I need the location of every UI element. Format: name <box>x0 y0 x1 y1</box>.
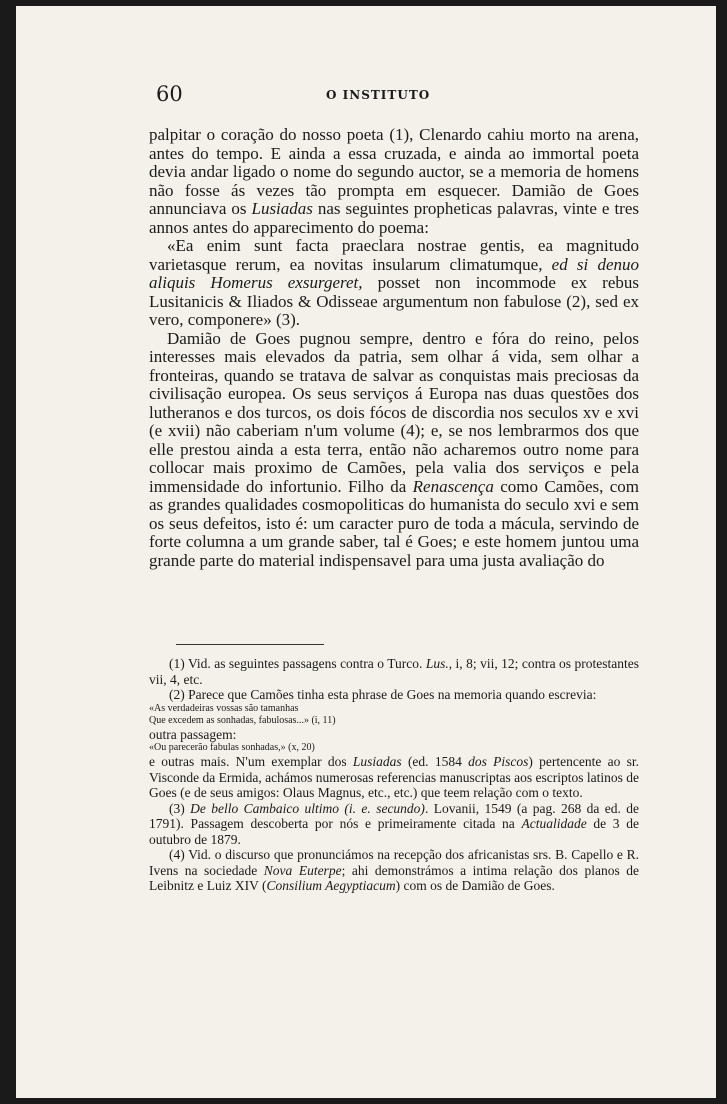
footnote-2: (2) Parece que Camões tinha esta phrase de Goes na memoria quando escrevia: <box>169 687 597 702</box>
text-run: palpitar o coração do nosso poeta (1), Clenardo cahiu morto na arena, antes do tempo. E ainda a essa cruzada, e ainda ao immortal poeta devia andar ligado o nome do segundo auctor, se a memoria de homens não fosse ás vezes tão prompta em esquecer. Damião de Goes annunciava os <box>149 125 639 218</box>
paragraph-2 <box>149 237 639 330</box>
footnote-3 <box>149 801 639 848</box>
footnote-1 <box>149 656 639 687</box>
book-page <box>16 6 716 1098</box>
italic-run: ed si denuo aliquis Homerus exsurgeret, <box>149 254 639 292</box>
text-run: e outras mais. N'um exemplar dos <box>149 754 353 769</box>
verse-quote-2 <box>149 742 639 754</box>
footnote-2-continuation: outra passagem: <box>149 726 237 742</box>
footnote-rule <box>176 644 324 645</box>
footnotes <box>149 656 639 894</box>
text-run: como Camões, com as grandes qualidades cosmopoliticas do humanista do seculo xvi e sem os seus defeitos, isto é: um caracter puro de toda a mácula, servindo de forte columna a um grande saber, tal é Goes; e este homem juntou uma grande parte do material indispensavel para uma justa avaliação do <box>149 476 639 570</box>
italic-run: Consilium Aegyptiacum <box>266 878 396 893</box>
italic-run: Lus. <box>425 656 449 671</box>
text-run: (4) Vid. o discurso que pronunciámos na recepção dos africanistas srs. B. Capello e R. Ivens na sociedade <box>149 847 639 878</box>
body-text <box>149 126 639 570</box>
italic-run: Renascença <box>412 476 494 496</box>
text-run: (1) Vid. as seguintes passagens contra o Turco. <box>169 656 426 671</box>
text-run: . Lovanii, 1549 (a pag. 268 da ed. de 1791). Passagem descoberta por nós e primeiramente citada na <box>149 800 639 831</box>
page-number: 60 <box>156 82 183 106</box>
italic-run: Nova Euterpe <box>263 862 342 878</box>
text-run: nas seguintes propheticas palavras, vinte e tres annos antes do apparecimento do poema: <box>149 199 639 237</box>
text-run: (3) <box>169 800 191 816</box>
italic-run: Lusiadas <box>251 199 313 218</box>
italic-run: dos Piscos <box>468 754 529 769</box>
paragraph-1 <box>149 126 639 237</box>
verse-line: «As verdadeiras vossas são tamanhas <box>149 702 299 714</box>
verse-line: «Ou parecerão fabulas sonhadas,» (x, 20) <box>149 742 315 753</box>
text-run: ) com os de Damião de Goes. <box>395 878 555 893</box>
text-run: de 3 de outubro de 1879. <box>149 816 639 847</box>
verse-line: Que excedem as sonhadas, fabulosas...» (i, 11) <box>149 714 336 726</box>
paragraph-3 <box>149 330 639 571</box>
text-run: «Ea enim sunt facta praeclara nostrae gentis, ea magnitudo varietasque rerum, ea novitas insularum climatumque, <box>149 236 639 274</box>
text-run: Damião de Goes pugnou sempre, dentro e fóra do reino, pelos interesses mais elevados da patria, sem olhar á vida, sem olhar a fronteiras, quando se tratava de salvar as conquistas mais preciosas da civilisação europea. Os seus serviços á Europa nas duas questões dos lutheranos e dos turcos, os dois fócos de discordia nos seculos xv e xvi (e xvii) não caberiam n'um volume (4); e, se nos lembrarmos dos que elle prestou ainda a esta terra, então não acharemos outro nome para collocar mais proximo de Camões, pela valia dos serviços e pela immensidade do infortunio. Filho da <box>149 328 639 496</box>
italic-run: Actualidade <box>521 816 587 831</box>
page-header <box>156 82 644 106</box>
text-run: ) pertencente ao sr. Visconde da Ermida, achámos numerosas referencias manuscriptas aos escriptos latinos de Goes (e de seus amigos: Olaus Magnus, etc., etc.) que teem relação com o texto. <box>149 754 640 800</box>
italic-run: De bello Cambaico ultimo (i. e. secundo) <box>190 800 425 816</box>
text-run: , i, 8; vii, 12; contra os protestantes vii, 4, etc. <box>149 656 639 687</box>
text-run: posset non incommode ex rebus Lusitanicis & Iliados & Odisseae argumentum non fabulose (2), sed ex vero, componere» (3). <box>149 273 639 329</box>
text-run: (ed. 1584 <box>401 754 469 769</box>
text-run: ; ahi demonstrámos a intima relação dos planos de Leibnitz e Luiz XIV ( <box>149 862 639 893</box>
footnote-4 <box>149 847 639 894</box>
running-title: O INSTITUTO <box>326 88 431 102</box>
footnote-2-end <box>149 754 639 801</box>
verse-quote-1 <box>149 703 639 727</box>
italic-run: Lusiadas <box>352 754 402 769</box>
